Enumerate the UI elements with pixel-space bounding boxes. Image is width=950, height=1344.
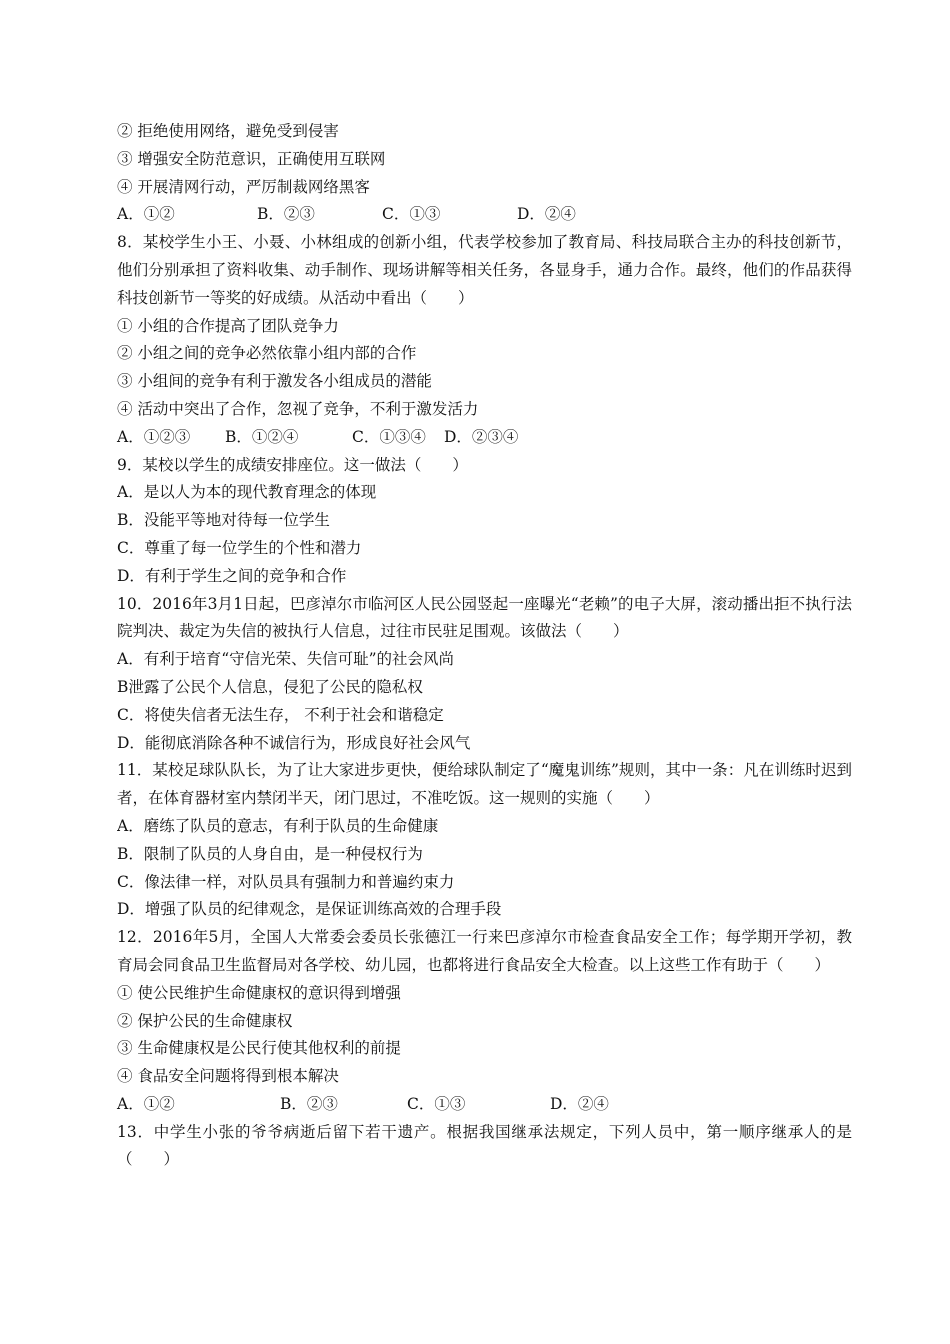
q9-option-b: B．没能平等地对待每一位学生 [117,511,330,530]
q8-option-b: B．①②④ [225,427,299,446]
q9-option-c: C．尊重了每一位学生的个性和潜力 [117,538,362,557]
q8-stem: 8．某校学生小王、小聂、小林组成的创新小组，代表学校参加了教育局、科技局联合主办的科技创新节，他们分别承担了资料收集、动手制作、现场讲解等相关任务，各显身手，通力合作。最终，他们的作品获得科技创新节一等奖的好成绩。从活动中看出（ ） [117,233,852,307]
q8-option-d: D．②③④ [444,427,519,446]
q7-item-4: ④ 开展清网行动，严厉制裁网络黑客 [117,177,370,196]
q8-options [117,424,852,452]
q11-option-c: C．像法律一样，对队员具有强制力和普遍约束力 [117,872,455,891]
q11-stem: 11．某校足球队队长，为了让大家进步更快，便给球队制定了“魔鬼训练”规则，其中一条：凡在训练时迟到者，在体育器材室内禁闭半天，闭门思过，不准吃饭。这一规则的实施（ ） [117,761,852,808]
q9-option-d: D．有利于学生之间的竞争和合作 [117,566,347,585]
q8-item-1: ① 小组的合作提高了团队竞争力 [117,316,339,335]
q7-item-2: ② 拒绝使用网络，避免受到侵害 [117,122,339,140]
q7-option-b: B．②③ [257,205,315,224]
q12-item-2: ② 保护公民的生命健康权 [117,1011,293,1030]
q8-option-a: A．①②③ [117,427,191,446]
q10-option-b: B泄露了公民个人信息，侵犯了公民的隐私权 [117,677,423,696]
q8-item-4: ④ 活动中突出了合作，忽视了竞争，不利于激发活力 [117,399,479,418]
q12-option-c: C．①③ [407,1094,466,1113]
question-12 [117,924,852,1119]
question-7 [117,118,852,229]
question-11 [117,757,852,924]
q10-option-a: A．有利于培育“守信光荣、失信可耻”的社会风尚 [117,650,455,669]
q12-item-4: ④ 食品安全问题将得到根本解决 [117,1067,339,1086]
q12-options [117,1091,852,1119]
q8-option-c: C．①③④ [352,427,426,446]
q7-option-d: D．②④ [517,205,576,224]
exam-page [117,118,852,1174]
q11-option-a: A．磨练了队员的意志，有利于队员的生命健康 [117,816,439,835]
q7-option-c: C．①③ [382,205,441,224]
q10-stem: 10．2016年3月1日起，巴彦淖尔市临河区人民公园竖起一座曝光“老赖”的电子大屏，滚动播出拒不执行法院判决、裁定为失信的被执行人信息，过往市民驻足围观。该做法（ ） [117,594,852,641]
q7-option-a: A．①② [117,205,175,224]
q13-stem: 13．中学生小张的爷爷病逝后留下若干遗产。根据我国继承法规定，下列人员中，第一顺序继承人的是（ ） [117,1122,852,1169]
q12-option-d: D．②④ [550,1094,609,1113]
q7-options [117,201,852,229]
q12-option-a: A．①② [117,1094,175,1113]
q8-item-2: ② 小组之间的竞争必然依靠小组内部的合作 [117,344,417,363]
q8-item-3: ③ 小组间的竞争有利于激发各小组成员的潜能 [117,372,432,391]
q10-option-d: D．能彻底消除各种不诚信行为，形成良好社会风气 [117,733,471,752]
q7-item-3: ③ 增强安全防范意识，正确使用互联网 [117,149,386,168]
question-9 [117,452,852,591]
question-10 [117,591,852,758]
q12-option-b: B．②③ [280,1094,338,1113]
q9-stem: 9．某校以学生的成绩安排座位。这一做法（ ） [117,455,468,474]
q12-item-3: ③ 生命健康权是公民行使其他权利的前提 [117,1039,401,1058]
q11-option-d: D．增强了队员的纪律观念，是保证训练高效的合理手段 [117,900,502,919]
question-8 [117,229,852,451]
q9-option-a: A．是以人为本的现代教育理念的体现 [117,483,377,502]
q12-item-1: ① 使公民维护生命健康权的意识得到增强 [117,983,401,1002]
question-13 [117,1119,852,1175]
q10-option-c: C．将使失信者无法生存， 不利于社会和谐稳定 [117,705,444,724]
q11-option-b: B．限制了队员的人身自由，是一种侵权行为 [117,844,423,863]
q12-stem: 12．2016年5月，全国人大常委会委员长张德江一行来巴彦淖尔市检查食品安全工作；每学期开学初，教育局会同食品卫生监督局对各学校、幼儿园，也都将进行食品安全大检查。以上这些工作有助于（ ） [117,928,852,974]
